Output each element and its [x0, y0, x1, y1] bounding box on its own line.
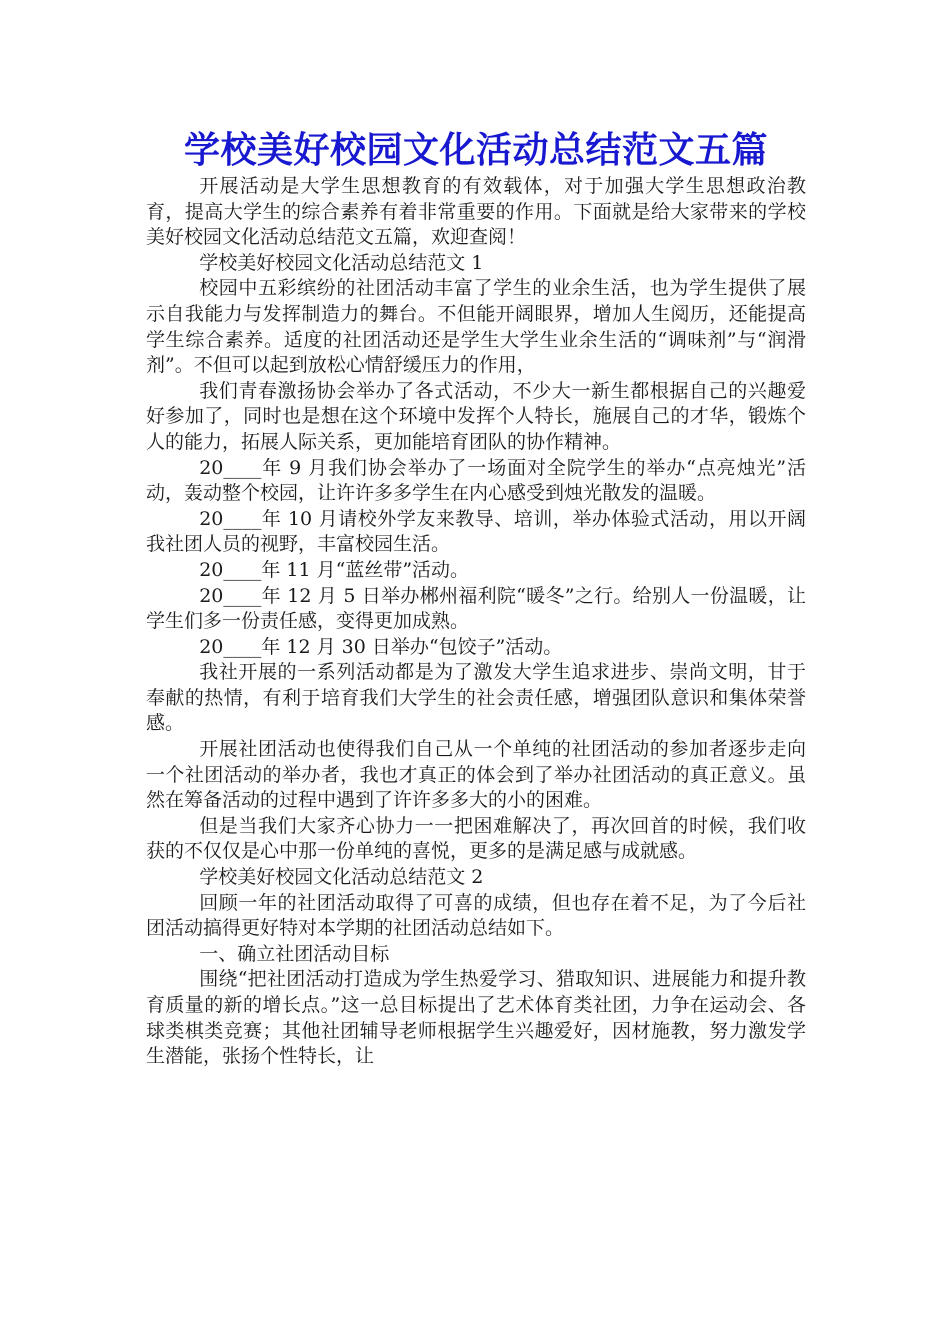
- body-paragraph: 校园中五彩缤纷的社团活动丰富了学生的业余生活，也为学生提供了展示自我能力与发挥制造力的舞台。不但能开阔眼界，增加人生阅历，还能提高学生综合素养。适度的社团活动还是学生大学生业余生活的“调味剂”与“润滑剂”。不但可以起到放松心情舒缓压力的作用，: [146, 277, 806, 377]
- body-paragraph: 围绕“把社团活动打造成为学生热爱学习、猎取知识、进展能力和提升教育质量的新的增长点。”这一总目标提出了艺术体育类社团，力争在运动会、各球类棋类竞赛；其他社团辅导老师根据学生兴趣爱好，因材施教，努力激发学生潜能，张扬个性特长，让: [146, 968, 806, 1068]
- body-paragraph: 20____年 10 月请校外学友来教导、培训，举办体验式活动，用以开阔我社团人员的视野，丰富校园生活。: [146, 507, 806, 556]
- body-paragraph: 我社开展的一系列活动都是为了激发大学生追求进步、崇尚文明，甘于奉献的热情，有利于培育我们大学生的社会责任感，增强团队意识和集体荣誉感。: [146, 661, 806, 735]
- body-paragraph: 我们青春激扬协会举办了各式活动，不少大一新生都根据自己的兴趣爱好参加了，同时也是想在这个环境中发挥个人特长，施展自己的才华，锻炼个人的能力，拓展人际关系，更加能培育团队的协作精神。: [146, 379, 806, 453]
- body-paragraph: 20____年 11 月“蓝丝带”活动。: [199, 558, 470, 581]
- body-paragraph: 20____年 12 月 30 日举办“包饺子”活动。: [199, 635, 563, 658]
- document-title: 学校美好校园文化活动总结范文五篇: [183, 129, 768, 171]
- subsection-heading: 一、确立社团活动目标: [199, 942, 390, 965]
- document-page: [146, 128, 806, 1070]
- body-paragraph: 20____年 9 月我们协会举办了一场面对全院学生的举办“点亮烛光”活动，轰动整个校园，让许许多多学生在内心感受到烛光散发的温暖。: [146, 456, 806, 505]
- body-paragraph: 回顾一年的社团活动取得了可喜的成绩，但也存在着不足，为了今后社团活动搞得更好特对本学期的社团活动总结如下。: [146, 891, 806, 940]
- section-heading: 学校美好校园文化活动总结范文 2: [199, 866, 484, 889]
- section-heading: 学校美好校园文化活动总结范文 1: [199, 251, 484, 274]
- intro-paragraph: 开展活动是大学生思想教育的有效载体，对于加强大学生思想政治教育，提高大学生的综合素养有着非常重要的作用。下面就是给大家带来的学校美好校园文化活动总结范文五篇，欢迎查阅！: [146, 175, 806, 249]
- body-paragraph: 但是当我们大家齐心协力一一把困难解决了，再次回首的时候，我们收获的不仅仅是心中那一份单纯的喜悦，更多的是满足感与成就感。: [146, 814, 806, 863]
- body-paragraph: 20____年 12 月 5 日举办郴州福利院“暖冬”之行。给别人一份温暖，让学生们多一份责任感，变得更加成熟。: [146, 584, 806, 633]
- body-paragraph: 开展社团活动也使得我们自己从一个单纯的社团活动的参加者逐步走向一个社团活动的举办者，我也才真正的体会到了举办社团活动的真正意义。虽然在筹备活动的过程中遇到了许许多多大的小的困难。: [146, 738, 806, 812]
